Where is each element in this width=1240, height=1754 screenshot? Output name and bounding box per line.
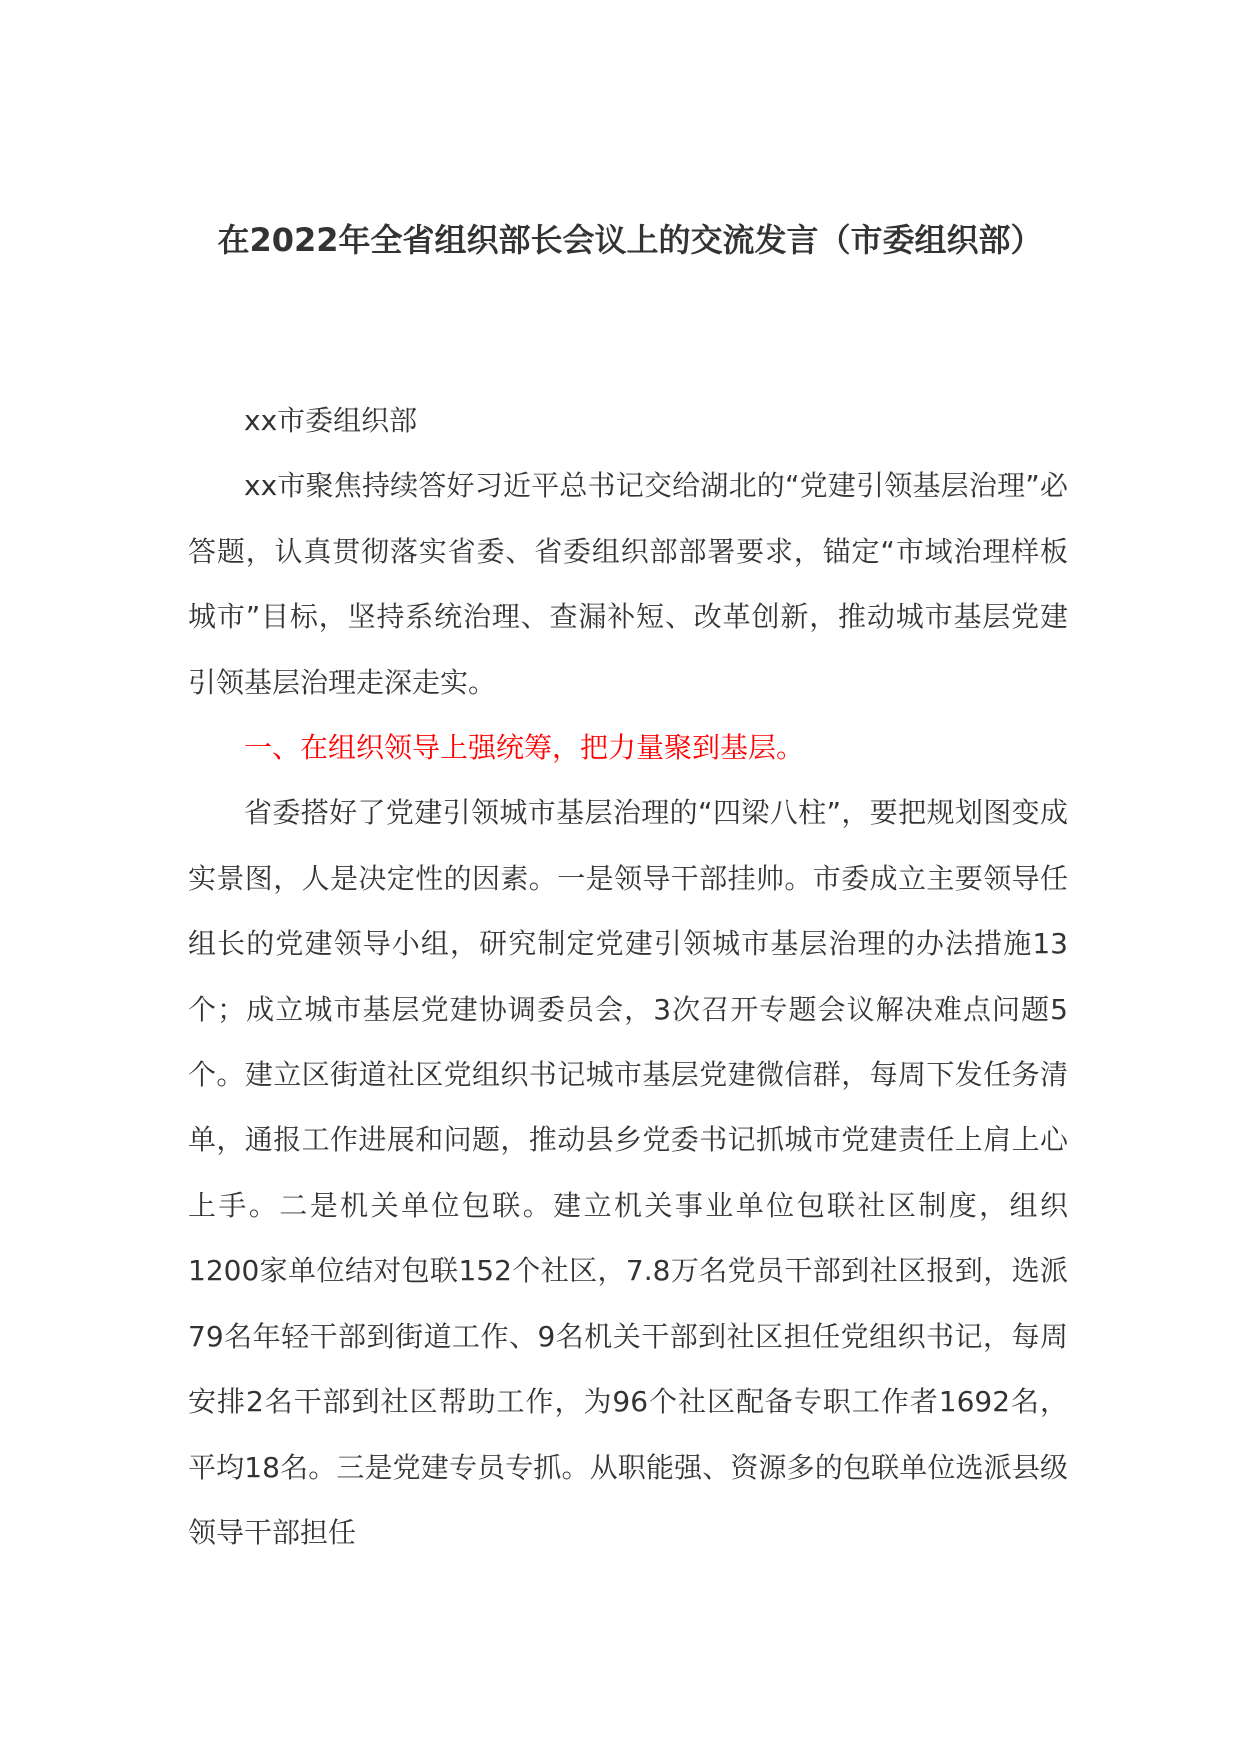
section-paragraph: 省委搭好了党建引领城市基层治理的“四梁八柱”，要把规划图变成实景图，人是决定性的因素。一是领导干部挂帅。市委成立主要领导任组长的党建领导小组，研究制定党建引领城市基层治理的办法措施13个；成立城市基层党建协调委员会，3次召开专题会议解决难点问题5个。建立区街道社区党组织书记城市基层党建微信群，每周下发任务清单，通报工作进展和问题，推动县乡党委书记抓城市党建责任上肩上心上手。二是机关单位包联。建立机关事业单位包联社区制度，组织1200家单位结对包联152个社区，7.8万名党员干部到社区报到，选派79名年轻干部到街道工作、9名机关干部到社区担任党组织书记，每周安排2名干部到社区帮助工作，为96个社区配备专职工作者1692名，平均18名。三是党建专员专抓。从职能强、资源多的包联单位选派县级领导干部担任	[188, 796, 1068, 1549]
intro-paragraph: xx市聚焦持续答好习近平总书记交给湖北的“党建引领基层治理”必答题，认真贯彻落实省委、省委组织部部署要求，锚定“市域治理样板城市”目标，坚持系统治理、查漏补短、改革创新，推动城市基层党建引领基层治理走深走实。	[188, 469, 1068, 699]
author-line: xx市委组织部	[244, 404, 418, 437]
section-heading: 一、在组织领导上强统筹，把力量聚到基层。	[244, 731, 805, 765]
document-title: 在2022年全省组织部长会议上的交流发言（市委组织部）	[217, 221, 1043, 259]
document-body	[188, 388, 1068, 1565]
